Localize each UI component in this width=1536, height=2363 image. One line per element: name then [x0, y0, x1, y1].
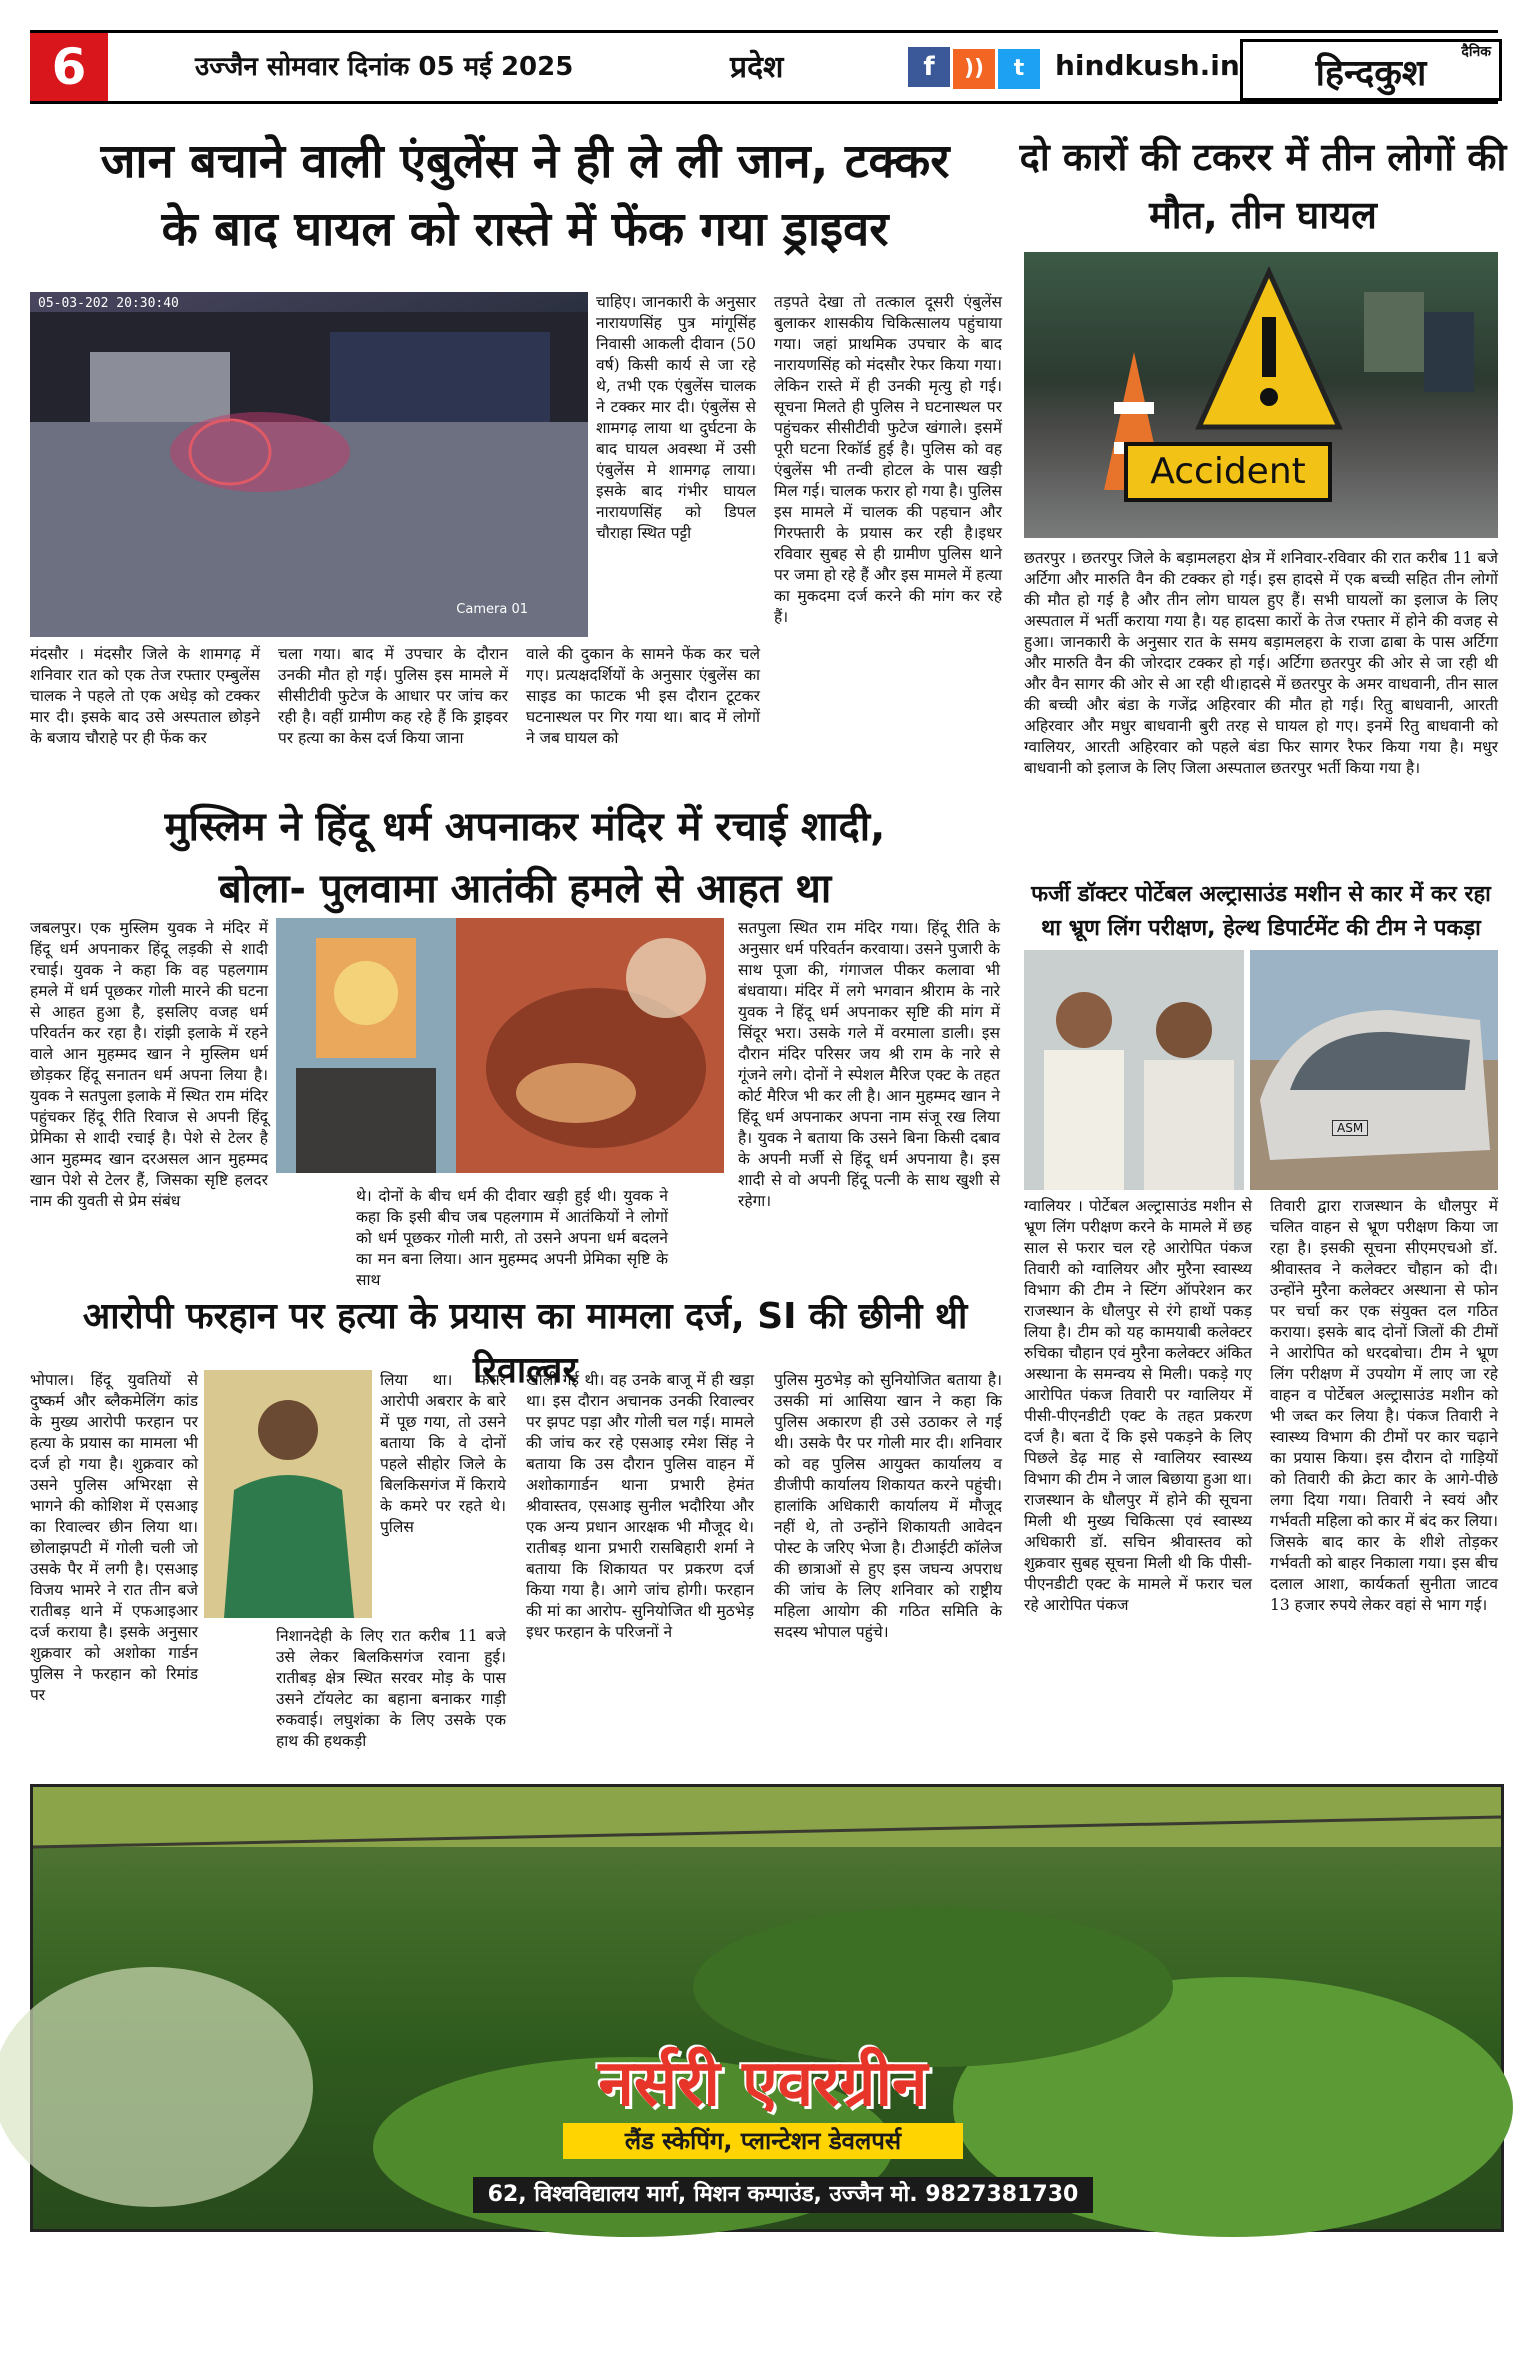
story5-col1: भोपाल। हिंदू युवतियों से दुष्कर्म और ब्लैकमेलिंग कांड के मुख्य आरोपी फरहान पर हत्या के प्रयास का मामला भी दर्ज हो गया है। शुक्रवार को उसने पुलिस अभिरक्षा से भागने की कोशिश में एसआइ का रिवाल्वर छीन लिया था। छोलाझपटी में गोली चली जो उसके पैर में लगी है। एसआइ विजय भामरे ने रात तीन बजे रातीबड़ थाने में एफआइआर दर्ज कराया है। इसके अनुसार शुक्रवार को अशोका गार्डन पुलिस ने फरहान को रिमांड पर: [30, 1371, 198, 1704]
ad-greenery: [33, 1787, 1501, 2229]
page-header: [30, 30, 1498, 104]
car-scene: [1250, 950, 1498, 1190]
masthead-title: हिन्दकुश: [1315, 52, 1427, 94]
story4-headline: फर्जी डॉक्टर पोर्टेबल अल्ट्रासाउंड मशीन से कार में कर रहा था भ्रूण लिंग परीक्षण, हेल्थ डिपार्टमेंट की टीम ने पकड़ा: [1031, 882, 1491, 941]
social-icons: [908, 47, 1048, 87]
cctv-image: [30, 292, 588, 637]
story3-headline: [30, 796, 1020, 920]
accused-portrait: [204, 1370, 372, 1618]
wedding-scene: [276, 918, 724, 1173]
story2-headline: दो कारों की टकरर में तीन लोगों की मौत, तीन घायल: [1019, 135, 1507, 237]
story1-headline-line2: के बाद घायल को रास्ते में फेंक गया ड्राइवर: [161, 202, 889, 257]
masthead-small: दैनिक: [1461, 44, 1491, 60]
story3-headline-line2: बोला- पुलवामा आतंकी हमले से आहत था: [218, 866, 832, 912]
accident-image: [1024, 252, 1498, 538]
story5-col2a: लिया था। फरार आरोपी अबरार के बारे में पूछ गया, तो उसने बताया कि वे दोनों पहले सीहोर जिले के बिलकिसगंज में किराये के कमरे पर रहते थे। पुलिस: [380, 1371, 506, 1536]
cctv-camera-label: Camera 01: [456, 602, 528, 617]
story5-headline: आरोपी फरहान पर हत्या के प्रयास का मामला दर्ज, SI की छीनी थी रिवाल्वर: [82, 1296, 968, 1391]
story3-col1: जबलपुर। एक मुस्लिम युवक ने मंदिर में हिंदू धर्म अपनाकर हिंदू लड़की से शादी रचाई। युवक ने कहा कि वह पहलगाम हमले में धर्म पूछकर गोली मारने की घटना से आहत हुआ है, इसलिए वजह धर्म परिवर्तन कर रहा है। रांझी इलाके में रहने वाले आन मुहम्मद खान ने मुस्लिम धर्म छोड़कर हिंदू सनातन धर्म अपना लिया है। युवक ने सतपुला इलाके में स्थित राम मंदिर पहुंचकर हिंदू रीति रिवाज से अपनी हिंदू प्रेमिका से शादी रचाई है। पेशे से टेलर है आन मुहम्मद खान दरअसल आन मुहम्मद खान पेशे से टेलर हैं, जिसका सृष्टि हलदर नाम की युवती से प्रेम संबंध: [30, 919, 268, 1210]
story3-col3: सतपुला स्थित राम मंदिर गया। हिंदू रीति के अनुसार धर्म परिवर्तन करवाया। उसने पुजारी के साथ पूजा की, गंगाजल पीकर कलावा भी बंधवाया। मंदिर में लगे भगवान श्रीराम के नारे युवक ने हिंदू धर्म अपनाकर सृष्टि की मांग में सिंदूर भरा। उसके गले में वरमाला डाली। इस दौरान मंदिर परिसर जय श्री राम के नारे से गूंजने लगे। दोनों ने स्पेशल मैरिज एक्ट के तहत कोर्ट मैरिज भी कर ली है। आन मुहम्मद खान ने हिंदू धर्म अपनाकर अपना नाम संजू रख लिया है। युवक ने बताया कि उसने बिना किसी दबाव के अपनी मर्जी से हिंदू धर्म अपनाया है। इस शादी से वो अपनी हिंदू पत्नी के साथ खुशी से रहेगा।: [738, 919, 1000, 1210]
ad-subtitle: लैंड स्केपिंग, प्लान्टेशन डेवलपर्स: [563, 2123, 963, 2159]
story5-col4: पुलिस मुठभेड़ को सुनियोजित बताया है। उसकी मां आसिया खान ने कहा कि पुलिस अकारण ही उसे उठाकर ले गई थी। उसके पैर पर गोली मार दी। शनिवार को वह पुलिस आयुक्त कार्यालय व डीजीपी कार्यालय शिकायत करने पहुंची। हालांकि अधिकारी कार्यालय में मौजूद नहीं थे, तो उन्होंने शिकायती आवेदन पोस्ट के जरिए भेजा है। टीआईटी कॉलेज की छात्राओं से हुए इस जघन्य अपराध की जांच के लिए शनिवार को राष्ट्रीय महिला आयोग की गठित समिति के सदस्य भोपाल पहुंचे।: [774, 1371, 1002, 1641]
story3-col2: थे। दोनों के बीच धर्म की दीवार खड़ी हुई थी। युवक ने कहा कि इसी बीच जब पहलगाम में आतंकियों ने लोगों को धर्म पूछकर गोली मारी, तो उसने अपना धर्म बदलने का मन बना लिया। आन मुहम्मद अपनी प्रेमिका सृष्टि के साथ: [356, 1187, 668, 1289]
wedding-image: [276, 918, 724, 1173]
story1-col4: तड़पते देखा तो तत्काल दूसरी एंबुलेंस बुलाकर शासकीय चिकित्सालय पहुंचाया गया। जहां प्राथमिक उपचार के बाद नारायणसिंह को मंदसौर रेफर किया गया। लेकिन रास्ते में ही उनकी मृत्यु हो गई। सूचना मिलते ही पुलिस ने घटनास्थल पर पहुंचकर सीसीटीवी फुटेज खंगाले। इसमें पूरी घटना रिकॉर्ड हुई है। पुलिस को वह एंबुलेंस भी तन्वी होटल के पास खड़ी मिल गई। चालक फरार हो गया है। पुलिस इस मामले में चालक की पहचान और गिरफ्तारी के प्रयास कर रही है।इधर रविवार सुबह से ही ग्रामीण पुलिस थाने पर जमा हो रहे हैं और इस मामले में हत्या का मुकदमा दर्ज करने की मांग कर रहे हैं।: [774, 293, 1002, 626]
ad-title: नर्सरी एवरग्रीन: [598, 2047, 928, 2121]
story1-col3b: वाले की दुकान के सामने फेंक कर चले गए। प्रत्यक्षदर्शियों के अनुसार एंबुलेंस का साइड का फाटक भी इस दौरान टूटकर घटनास्थल पर गिर गया था। बाद में लोगों ने जब घायल को: [526, 645, 760, 747]
dateline: उज्जैन सोमवार दिनांक 05 मई 2025: [195, 52, 574, 82]
story1-col2: चला गया। बाद में उपचार के दौरान उनकी मौत हो गई। पुलिस इस मामले में सीसीटीवी फुटेज के आधार पर जांच कर रही है। वहीं ग्रामीण कह रहे हैं कि ड्राइवर पर हत्या का केस दर्ज किया जाना: [278, 645, 508, 747]
story3-headline-line1: मुस्लिम ने हिंदू धर्म अपनाकर मंदिर में रचाई शादी,: [164, 804, 886, 850]
car-photo: [1250, 950, 1498, 1190]
car-badge: ASM: [1332, 1120, 1368, 1136]
story4-col2: तिवारी द्वारा राजस्थान के धौलपुर में चलित वाहन से भ्रूण परीक्षण किया जा रहा है। इसकी सूचना सीएमएचओ डॉ. श्रीवास्तव ने कलेक्टर चौहान को दी। उन्होंने मुरैना कलेक्टर अस्थाना से फोन पर चर्चा कर एक संयुक्त दल गठित कराया। इसके बाद दोनों जिलों की टीमों ने आरोपित को धरदबोचा। टीम ने भ्रूण लिंग परीक्षण में उपयोग में लाए जा रहे वाहन व पोर्टेबल अल्ट्रासाउंड मशीन को भी जब्त कर लिया है। पंकज तिवारी ने स्वास्थ्य विभाग की टीमों पर कार चढ़ाने का प्रयास किया। इस दौरान दो गाड़ियों को तिवारी की क्रेटा कार के आगे-पीछे लगा दिया गया। तिवारी ने स्वयं और गर्भवती महिला को कार में बंद कर लिया। जिसके बाद कार के शीशे तोड़कर गर्भवती को बाहर निकाला गया। इस बीच दलाल आशा, कार्यकर्ता सुनीता जाटव 13 हजार रुपये लेकर वहां से भाग गई।: [1270, 1197, 1498, 1614]
story5-col3: खोली गई थी। वह उनके बाजू में ही खड़ा था। इस दौरान अचानक उनकी रिवाल्वर पर झपट पड़ा और गोली चल गई। मामले की जांच कर रहे एसआइ रमेश सिंह ने बताया कि उस दौरान पुलिस वाहन में अशोकागार्डन थाना प्रभारी हेमंत श्रीवास्तव, एसआइ सुनील भदौरिया और एक अन्य प्रधान आरक्षक भी मौजूद थे। रातीबड़ थाना प्रभारी रासबिहारी शर्मा ने बताया कि शिकायत पर प्रकरण दर्ज किया गया है। आगे जांच होगी। फरहान की मां का आरोप- सुनियोजित थी मुठभेड़ इधर फरहान के परिजनों ने: [526, 1371, 754, 1641]
cctv-timestamp: 05-03-202 20:30:40: [38, 296, 179, 311]
nursery-ad[interactable]: [30, 1784, 1504, 2232]
section-title: प्रदेश: [730, 50, 784, 85]
story1-col3a: चाहिए। जानकारी के अनुसार नारायणसिंह पुत्र मांगूसिंह निवासी आकली दीवान (50 वर्ष) किसी कार्य से जा रहे थे, तभी एक एंबुलेंस चालक ने टक्कर मार दी। एंबुलेंस से शामगढ़ लाया था दुर्घटना के बाद घायल अवस्था में उसी एंबुलेंस मे शामगढ़ लाया। इसके बाद गंभीर घायल नारायणसिंह को डिपल चौराहा स्थित पट्टी: [596, 293, 756, 542]
story1-headline: [30, 128, 1020, 264]
portrait-scene: [204, 1370, 372, 1618]
site-url[interactable]: hindkush.in: [1055, 49, 1240, 82]
accused-photo: [1024, 950, 1244, 1190]
ad-address: 62, विश्वविद्यालय मार्ग, मिशन कम्पाउंड, उज्जैन मो. 9827381730: [473, 2177, 1093, 2213]
story5-col2b: निशानदेही के लिए रात करीब 11 बजे उसे लेकर बिलकिसगंज रवाना हुई। रातीबड़ क्षेत्र स्थित सरवर मोड़ के पास उसने टॉयलेट का बहाना बनाकर गाड़ी रुकवाई। लघुशंका के लिए उसके एक हाथ की हथकड़ी: [276, 1627, 506, 1750]
masthead-logo: [1240, 39, 1502, 101]
twitter-icon[interactable]: t: [998, 49, 1040, 89]
story2-body: छतरपुर । छतरपुर जिले के बड़ामलहरा क्षेत्र में शनिवार-रविवार की रात करीब 11 बजे अर्टिगा और मारुति वैन की टक्कर हो गई। इस हादसे में एक बच्ची सहित तीन लोगों की मौत हो गई है और तीन लोग घायल हुए हैं। सभी घायलों का इलाज के लिए अस्पताल में भर्ती कराया गया है। यह हादसा कारों के तेज रफ्तार में होने की वजह से हुआ। जानकारी के अनुसार रात के समय बड़ामलहरा के राजा ढाबा के पास अर्टिगा और मारुति वैन की जोरदार टक्कर हो गई। अर्टिगा छतरपुर की ओर से जा रही थी और वैन सागर की ओर से आ रही थी।हादसे में छतरपुर के अमर वाधवानी, तीन साल की बच्ची और बंडा के गजेंद्र अहिरवार की मौत हो गई। रितु बाधवानी, आरती अहिरवार और मधुर बाधवानी बुरी तरह से घायल हो गए। इनमें रितु बाधवानी को ग्वालियर, आरती अहिरवार को पहले बंडा फिर सागर रैफर किया गया है। मधुर बाधवानी को इलाज के लिए जिला अस्पताल छतरपुर भर्ती किया गया है।: [1024, 549, 1498, 777]
facebook-icon[interactable]: f: [908, 47, 950, 87]
page-number: 6: [30, 33, 108, 101]
accident-label: Accident: [1124, 442, 1332, 502]
story1-col1: मंदसौर । मंदसौर जिले के शामगढ़ में शनिवार रात को एक तेज रफ्तार एम्बुलेंस चालक ने पहले तो एक अधेड़ को टक्कर मार दी। इसके बाद उसे अस्पताल छोड़ने के बजाय चौराहे पर ही फेंक कर: [30, 645, 260, 747]
story4-col1: ग्वालियर । पोर्टेबल अल्ट्रासाउंड मशीन से भ्रूण लिंग परीक्षण करने के मामले में छह साल से फरार चल रहे आरोपित पंकज तिवारी को ग्वालियर और मुरैना स्वास्थ्य विभाग की टीम ने स्टिंग ऑपरेशन कर राजस्थान के धौलपुर से रंगे हाथों पकड़ लिया है। टीम को यह कामयाबी कलेक्टर रुचिका चौहान एवं मुरैना कलेक्टर अंकित अस्थाना के समन्वय से मिली। पकड़े गए आरोपित पंकज तिवारी पर ग्वालियर में पीसी-पीएनडीटी एक्ट के तहत प्रकरण दर्ज है। बता दें कि इसे पकड़ने के लिए पिछले डेढ़ माह से ग्वालियर स्वास्थ्य विभाग की टीम ने जाल बिछाया हुआ था। राजस्थान के धौलपुर में होने की सूचना मिली थी मुख्य चिकित्सा एवं स्वास्थ्य अधिकारी डॉ. सचिन श्रीवास्तव को शुक्रवार सुबह सूचना मिली थी कि पीसी-पीएनडीटी एक्ट के मामले में फरार चल रहे आरोपित पंकज: [1024, 1197, 1252, 1614]
rss-icon[interactable]: )): [953, 49, 995, 89]
cctv-scene: [30, 292, 588, 637]
accused-scene: [1024, 950, 1244, 1190]
story1-headline-line1: जान बचाने वाली एंबुलेंस ने ही ले ली जान, टक्कर: [100, 134, 950, 189]
